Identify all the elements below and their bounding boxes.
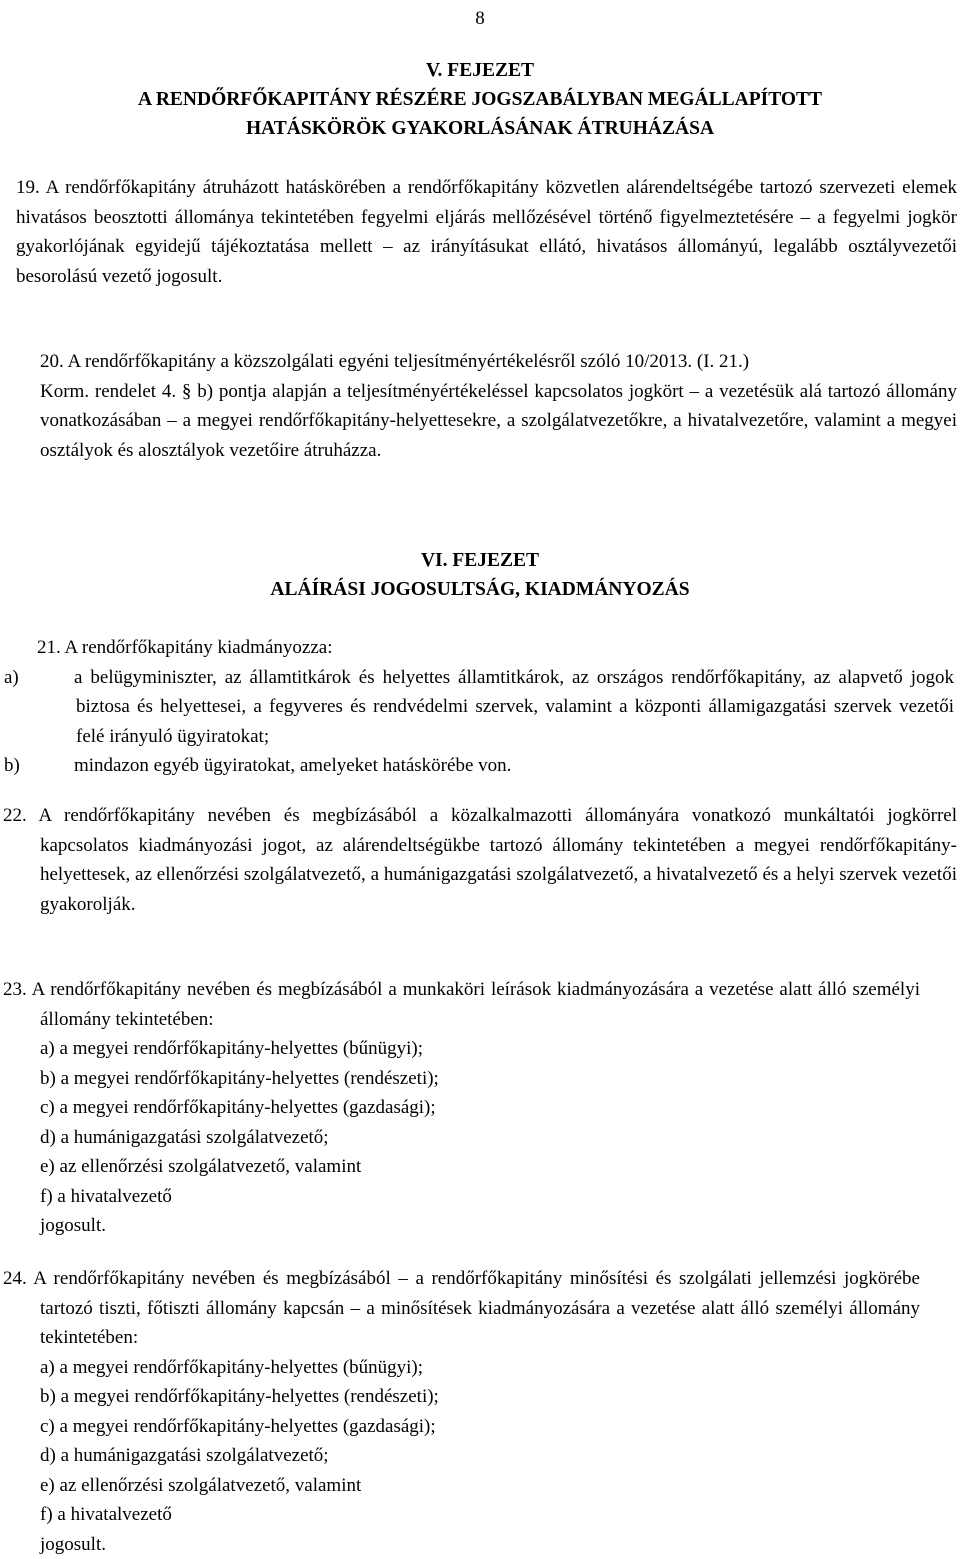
paragraph-22-text: A rendőrfőkapitány nevében és megbízásából a közalkalmazotti állományára vonatkozó munkáltatói jogkörrel kapcsolatos kiadmányozási jogot, az alárendeltségükbe tartozó állomány tekintetében a megyei rendőrfőkapitány-helyettesek, az ellenőrzési szolgálatvezető, a humánigazgatási szolgálatvezető, a hivatalvezető és a helyi szervek vezetői gyakorolják.	[39, 805, 957, 915]
paragraph-21-item-a-text: a belügyminiszter, az államtitkárok és helyettes államtitkárok, az országos rendőrfőkapitány, az alapvető jogok biztosa és helyettesei, a fegyveres és rendvédelmi szervek, valamint a központi államigazgatási szervek vezetői felé irányuló ügyiratokat;	[74, 667, 954, 747]
paragraph-24-item-c: c) a megyei rendőrfőkapitány-helyettes (gazdasági);	[40, 1412, 920, 1442]
paragraph-23-closing: jogosult.	[40, 1211, 920, 1241]
chapter-5-title-line-2: HATÁSKÖRÖK GYAKORLÁSÁNAK ÁTRUHÁZÁSA	[0, 114, 960, 143]
paragraph-21	[37, 633, 954, 781]
paragraph-22	[3, 801, 957, 919]
paragraph-23-item-a: a) a megyei rendőrfőkapitány-helyettes (bűnügyi);	[40, 1034, 920, 1064]
paragraph-19-text: A rendőrfőkapitány átruházott hatáskörében a rendőrfőkapitány közvetlen alárendeltségébe tartozó szervezeti elemek hivatásos beosztotti állománya tekintetében fegyelmi eljárás mellőzésével történő figyelmeztetésére – a fegyelmi jogkör gyakorlójának egyidejű tájékoztatása mellett – az irányításukat ellátó, hivatásos állományú, legalább osztályvezetői besorolású vezető jogosult.	[16, 177, 957, 287]
paragraph-24-text: A rendőrfőkapitány nevében és megbízásából – a rendőrfőkapitány minősítési és szolgálati jellemzési jogkörébe tartozó tiszti, főtiszti állomány kapcsán – a minősítések kiadmányozására a vezetése alatt álló személyi állomány tekintetében:	[33, 1268, 920, 1348]
paragraph-19	[16, 173, 957, 291]
paragraph-21-number: 21.	[37, 637, 61, 658]
paragraph-24-item-d: d) a humánigazgatási szolgálatvezető;	[40, 1441, 920, 1471]
paragraph-20-text: Korm. rendelet 4. § b) pontja alapján a teljesítményértékeléssel kapcsolatos jogkört – a vezetésük alá tartozó állomány vonatkozásában – a megyei rendőrfőkapitány-helyettesekre, a szolgálatvezetőkre, a hivatalvezetőre, valamint a megyei osztályok és alosztályok vezetőire átruházza.	[40, 377, 957, 466]
paragraph-23-item-c: c) a megyei rendőrfőkapitány-helyettes (gazdasági);	[40, 1093, 920, 1123]
paragraph-21-item-b-text: mindazon egyéb ügyiratokat, amelyeket hatáskörébe von.	[74, 755, 511, 776]
paragraph-24-item-a: a) a megyei rendőrfőkapitány-helyettes (bűnügyi);	[40, 1353, 920, 1383]
paragraph-20-line-1: A rendőrfőkapitány a közszolgálati egyéni teljesítményértékelésről szóló 10/2013. (I. 21.)	[67, 351, 749, 372]
paragraph-21-item-a-marker: a)	[40, 663, 74, 693]
chapter-5-title-line-1: A RENDŐRFŐKAPITÁNY RÉSZÉRE JOGSZABÁLYBAN MEGÁLLAPÍTOTT	[0, 85, 960, 114]
paragraph-23-number: 23.	[3, 979, 27, 1000]
paragraph-21-intro: A rendőrfőkapitány kiadmányozza:	[64, 637, 332, 658]
paragraph-23-item-d: d) a humánigazgatási szolgálatvezető;	[40, 1123, 920, 1153]
chapter-5-label: V. FEJEZET	[0, 56, 960, 85]
paragraph-23-item-f: f) a hivatalvezető	[40, 1182, 920, 1212]
paragraph-19-number: 19.	[16, 177, 40, 198]
paragraph-24-item-f: f) a hivatalvezető	[40, 1500, 920, 1530]
paragraph-20-number: 20.	[40, 351, 64, 372]
chapter-6-heading	[0, 546, 960, 604]
paragraph-24	[3, 1264, 920, 1559]
paragraph-24-closing: jogosult.	[40, 1530, 920, 1559]
paragraph-21-item-a	[40, 663, 954, 752]
paragraph-24-item-b: b) a megyei rendőrfőkapitány-helyettes (rendészeti);	[40, 1382, 920, 1412]
paragraph-24-item-e: e) az ellenőrzési szolgálatvezető, valamint	[40, 1471, 920, 1501]
chapter-6-label: VI. FEJEZET	[0, 546, 960, 575]
paragraph-23-text: A rendőrfőkapitány nevében és megbízásából a munkaköri leírások kiadmányozására a vezetése alatt álló személyi állomány tekintetében:	[32, 979, 920, 1030]
chapter-5-heading	[0, 56, 960, 143]
paragraph-24-number: 24.	[3, 1268, 27, 1289]
paragraph-23-item-e: e) az ellenőrzési szolgálatvezető, valamint	[40, 1152, 920, 1182]
paragraph-21-item-b-marker: b)	[40, 751, 74, 781]
paragraph-21-item-b	[40, 751, 954, 781]
paragraph-23	[3, 975, 920, 1241]
chapter-6-title: ALÁÍRÁSI JOGOSULTSÁG, KIADMÁNYOZÁS	[0, 575, 960, 604]
paragraph-22-number: 22.	[3, 805, 27, 826]
page-number: 8	[0, 4, 960, 34]
paragraph-23-item-b: b) a megyei rendőrfőkapitány-helyettes (rendészeti);	[40, 1064, 920, 1094]
paragraph-20	[40, 347, 957, 465]
